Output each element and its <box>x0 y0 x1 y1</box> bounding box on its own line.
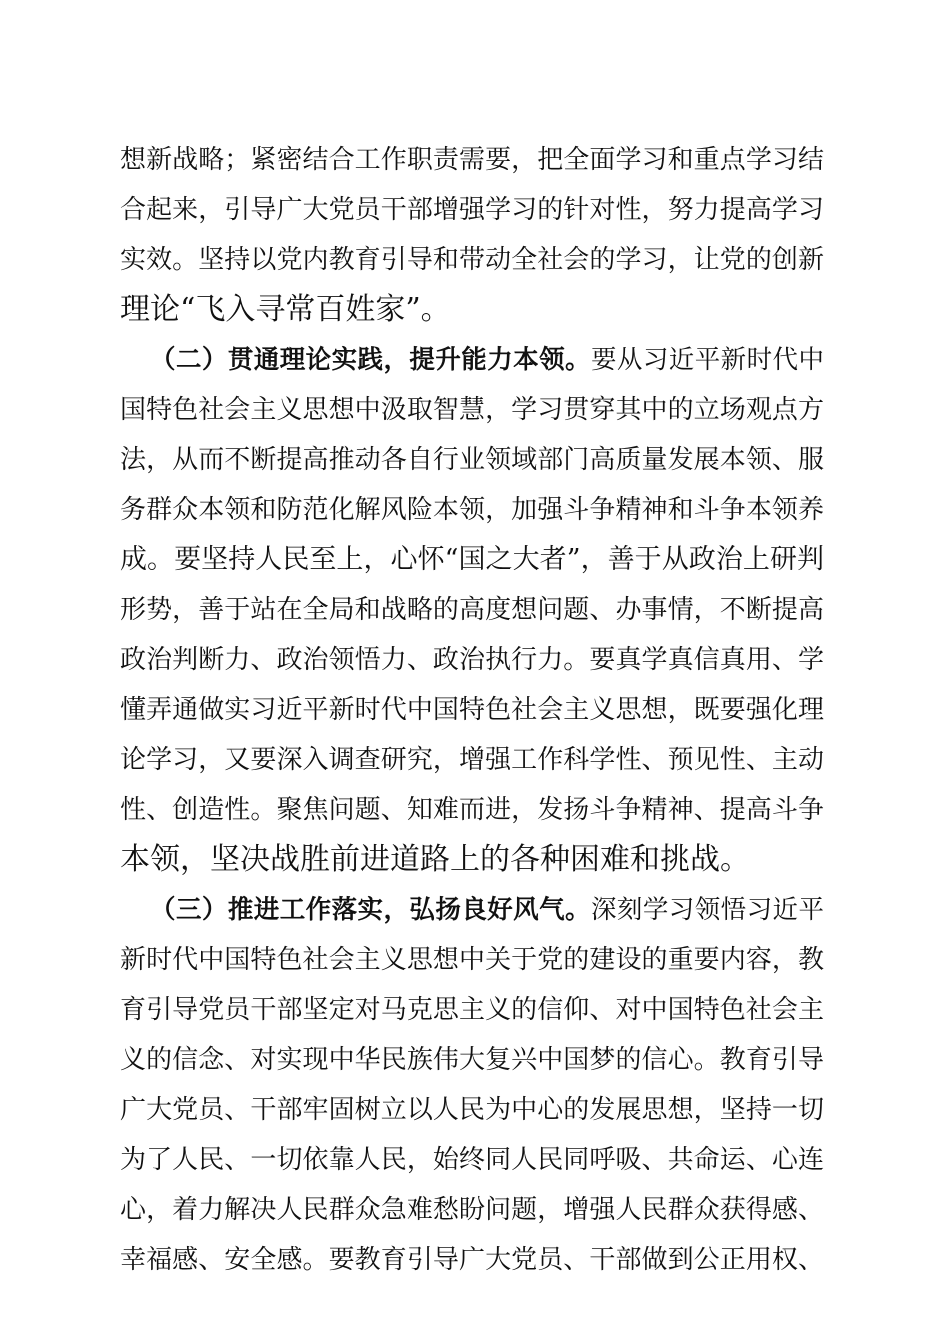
paragraph-3-line-3: 育引导党员干部坚定对马克思主义的信仰、对中国特色社会主 <box>120 995 824 1025</box>
paragraph-2-line-9: 论学习，又要深入调查研究，增强工作科学性、预见性、主动 <box>120 745 824 775</box>
paragraph-2-line-2: 国特色社会主义思想中汲取智慧，学习贯穿其中的立场观点方 <box>120 395 824 425</box>
paragraph-3-heading: （三）推进工作落实，弘扬良好风气。 <box>150 895 591 925</box>
paragraph-1-line-2: 合起来，引导广大党员干部增强学习的针对性，努力提高学习 <box>120 195 824 225</box>
paragraph-2-heading: （二）贯通理论实践，提升能力本领。 <box>150 345 591 375</box>
paragraph-3-line-6: 为了人民、一切依靠人民，始终同人民同呼吸、共命运、心连 <box>120 1145 824 1175</box>
paragraph-2-line-4: 务群众本领和防范化解风险本领，加强斗争精神和斗争本领养 <box>120 495 824 525</box>
paragraph-2-line-6: 形势，善于站在全局和战略的高度想问题、办事情，不断提高 <box>120 595 824 625</box>
paragraph-2-line-5: 成。要坚持人民至上，心怀“国之大者”，善于从政治上研判 <box>120 544 824 575</box>
paragraph-1-line-4: 理论“飞入寻常百姓家”。 <box>120 292 451 327</box>
paragraph-2-first-line <box>150 335 824 385</box>
paragraph-3-first-line-text: 深刻学习领悟习近平 <box>590 895 824 925</box>
paragraph-2-line-10: 性、创造性。聚焦问题、知难而进，发扬斗争精神、提高斗争 <box>120 795 824 825</box>
paragraph-2-line-11: 本领，坚决战胜前进道路上的各种困难和挑战。 <box>120 842 750 877</box>
paragraph-1-line-3: 实效。坚持以党内教育引导和带动全社会的学习，让党的创新 <box>120 245 824 275</box>
paragraph-2-line-3: 法，从而不断提高推动各自行业领域部门高质量发展本领、服 <box>120 445 824 475</box>
paragraph-3-line-4: 义的信念、对实现中华民族伟大复兴中国梦的信心。教育引导 <box>120 1045 824 1075</box>
paragraph-2-line-7: 政治判断力、政治领悟力、政治执行力。要真学真信真用、学 <box>120 645 824 675</box>
paragraph-2-first-line-text: 要从习近平新时代中 <box>590 345 824 375</box>
paragraph-2-line-8: 懂弄通做实习近平新时代中国特色社会主义思想，既要强化理 <box>120 695 824 725</box>
paragraph-3-line-8: 幸福感、安全感。要教育引导广大党员、干部做到公正用权、 <box>120 1245 824 1275</box>
paragraph-3-line-5: 广大党员、干部牢固树立以人民为中心的发展思想，坚持一切 <box>120 1095 824 1125</box>
paragraph-3-line-7: 心，着力解决人民群众急难愁盼问题，增强人民群众获得感、 <box>120 1195 824 1225</box>
paragraph-1-line-1: 想新战略；紧密结合工作职责需要，把全面学习和重点学习结 <box>120 145 824 175</box>
paragraph-3-first-line <box>150 885 824 935</box>
paragraph-3-line-2: 新时代中国特色社会主义思想中关于党的建设的重要内容，教 <box>120 945 824 975</box>
